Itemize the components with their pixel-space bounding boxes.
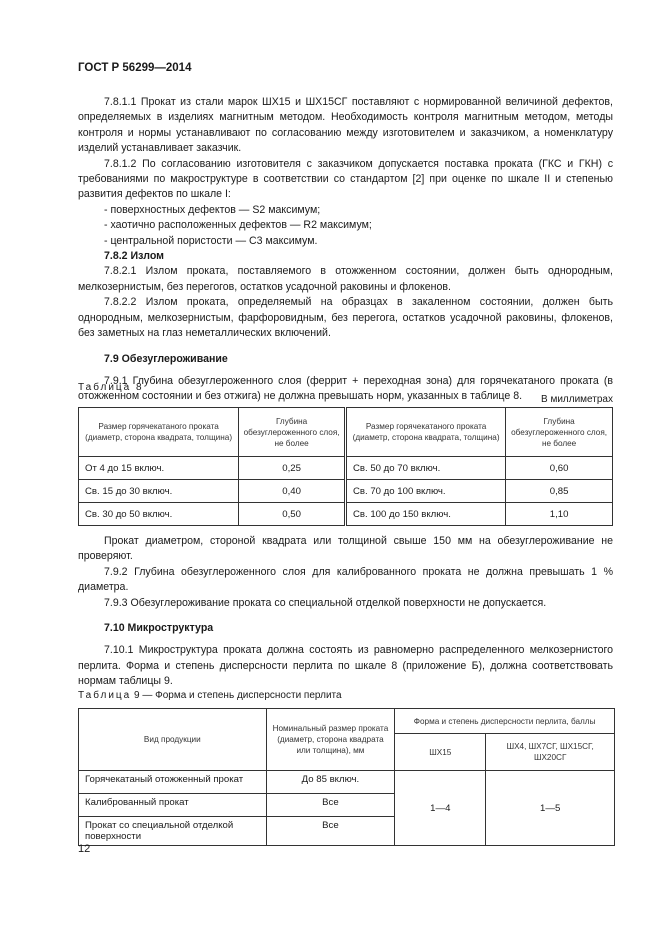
cell-product: Горячекатаный отожженный прокат xyxy=(79,771,267,794)
heading-7-9: 7.9 Обезуглероживание xyxy=(104,352,228,365)
table-row xyxy=(79,771,615,794)
paragraph-7-8-1-1: 7.8.1.1 Прокат из стали марок ШХ15 и ШХ15СГ поставляют с нормированной величиной дефектов, определяемых в изделиях магнитным методом. Необходимость контроля магнитным методом, методы контроля и нормы устанавливают по согласованию между изготовителем и заказчиком, а номенклатуру изделий устанавливает заказчик. xyxy=(78,96,613,155)
table-row xyxy=(79,503,613,526)
heading-7-10: 7.10 Микроструктура xyxy=(104,622,214,635)
table-9 xyxy=(78,708,615,846)
list-item: - хаотично расположенных дефектов — R2 максимум; xyxy=(104,219,372,232)
list-item: - поверхностных дефектов — S2 максимум; xyxy=(104,203,321,216)
column-header-product: Вид продукции xyxy=(79,709,267,771)
cell-product: Калиброванный прокат xyxy=(79,794,267,817)
cell-size: От 4 до 15 включ. xyxy=(79,457,239,480)
column-header-size: Номинальный размер проката (диаметр, сторона квадрата или толщина), мм xyxy=(266,709,395,771)
cell-size: Все xyxy=(266,817,395,846)
paragraph-7-8-2-2: 7.8.2.2 Излом проката, определяемый на образцах в закаленном состоянии, должен быть однородным, мелкозернистым, фарфоровидным, без перегога, остатков усадочной раковины, флокенов, без заметных на глаз неметаллических включений. xyxy=(78,296,613,340)
paragraph-7-8-1-2: 7.8.1.2 По согласованию изготовителя с заказчиком допускается поставка проката (ГКС и ГКН) с требованиями по макроструктуре в соответствии со стандартом [2] при оценке по шкале II и степенью развития дефектов по шкале I: xyxy=(78,157,613,201)
table-header-row xyxy=(79,408,613,457)
column-header-depth: Глубина обезуглероженного слоя, не более xyxy=(239,408,346,457)
column-header-size: Размер горячекатаного проката (диаметр, сторона квадрата, толщина) xyxy=(345,408,505,457)
cell-size: Св. 50 до 70 включ. xyxy=(345,457,505,480)
table-9-caption: Таблица 9 — Форма и степень дисперсности перлита xyxy=(78,690,342,701)
cell-size: Все xyxy=(266,794,395,817)
paragraph-7-8-2-1: 7.8.2.1 Излом проката, поставляемого в отожженном состоянии, должен быть однородным, мелкозернистым, без перегогов, остатков усадочной раковины и флокенов. xyxy=(78,265,613,293)
cell-depth: 0,25 xyxy=(239,457,346,480)
cell-depth: 0,60 xyxy=(506,457,613,480)
column-header-group: Форма и степень дисперсности перлита, баллы xyxy=(395,709,615,734)
table-8-units: В миллиметрах xyxy=(541,394,613,405)
table-row xyxy=(79,480,613,503)
heading-7-8-2: 7.8.2 Излом xyxy=(104,250,165,263)
column-header-size: Размер горячекатаного проката (диаметр, сторона квадрата, толщина) xyxy=(79,408,239,457)
paragraph-7-9-2: 7.9.2 Глубина обезуглероженного слоя для калиброванного проката не должна превышать 1 % диаметра. xyxy=(78,565,613,594)
cell-depth: 0,40 xyxy=(239,480,346,503)
paragraph-7-9-1: 7.9.1 Глубина обезуглероженного слоя (феррит + переходная зона) для горячекатаного проката (в отожженном состоянии и без отжига) не должна превышать норм, указанных в таблице 8. xyxy=(78,374,613,403)
table-8 xyxy=(78,407,613,526)
table-8-caption: Таблица 8 xyxy=(78,382,144,393)
document-header: ГОСТ Р 56299—2014 xyxy=(78,62,192,74)
text-block-lower xyxy=(78,534,613,690)
page-number: 12 xyxy=(78,843,91,855)
column-header-shx15: ШХ15 xyxy=(395,734,486,771)
table-header-row xyxy=(79,709,615,734)
cell-depth: 1,10 xyxy=(506,503,613,526)
cell-depth: 0,50 xyxy=(239,503,346,526)
column-header-depth: Глубина обезуглероженного слоя, не более xyxy=(506,408,613,457)
cell-product: Прокат со специальной отделкой поверхности xyxy=(79,817,267,846)
table-row xyxy=(79,457,613,480)
cell-size: До 85 включ. xyxy=(266,771,395,794)
cell-size: Св. 70 до 100 включ. xyxy=(345,480,505,503)
paragraph-7-9-3: 7.9.3 Обезуглероживание проката со специальной отделкой поверхности не допускается. xyxy=(104,596,547,609)
paragraph-7-10-1: 7.10.1 Микроструктура проката должна состоять из равномерно распределенного мелкозернистого перлита. Форма и степень дисперсности перлита по шкале 8 (приложение Б), должна соответствовать нормам таблицы 9. xyxy=(78,644,613,688)
column-header-shx4: ШХ4, ШХ7СГ, ШХ15СГ, ШХ20СГ xyxy=(486,734,615,771)
paragraph-note: Прокат диаметром, стороной квадрата или толщиной свыше 150 мм на обезуглероживание не проверяют. xyxy=(78,535,613,563)
cell-size: Св. 30 до 50 включ. xyxy=(79,503,239,526)
cell-depth: 0,85 xyxy=(506,480,613,503)
cell-size: Св. 15 до 30 включ. xyxy=(79,480,239,503)
list-item: - центральной пористости — C3 максимум. xyxy=(104,234,318,247)
text-block-upper xyxy=(78,95,613,405)
cell-shx4-value: 1—5 xyxy=(486,771,615,846)
cell-size: Св. 100 до 150 включ. xyxy=(345,503,505,526)
cell-shx15-value: 1—4 xyxy=(395,771,486,846)
